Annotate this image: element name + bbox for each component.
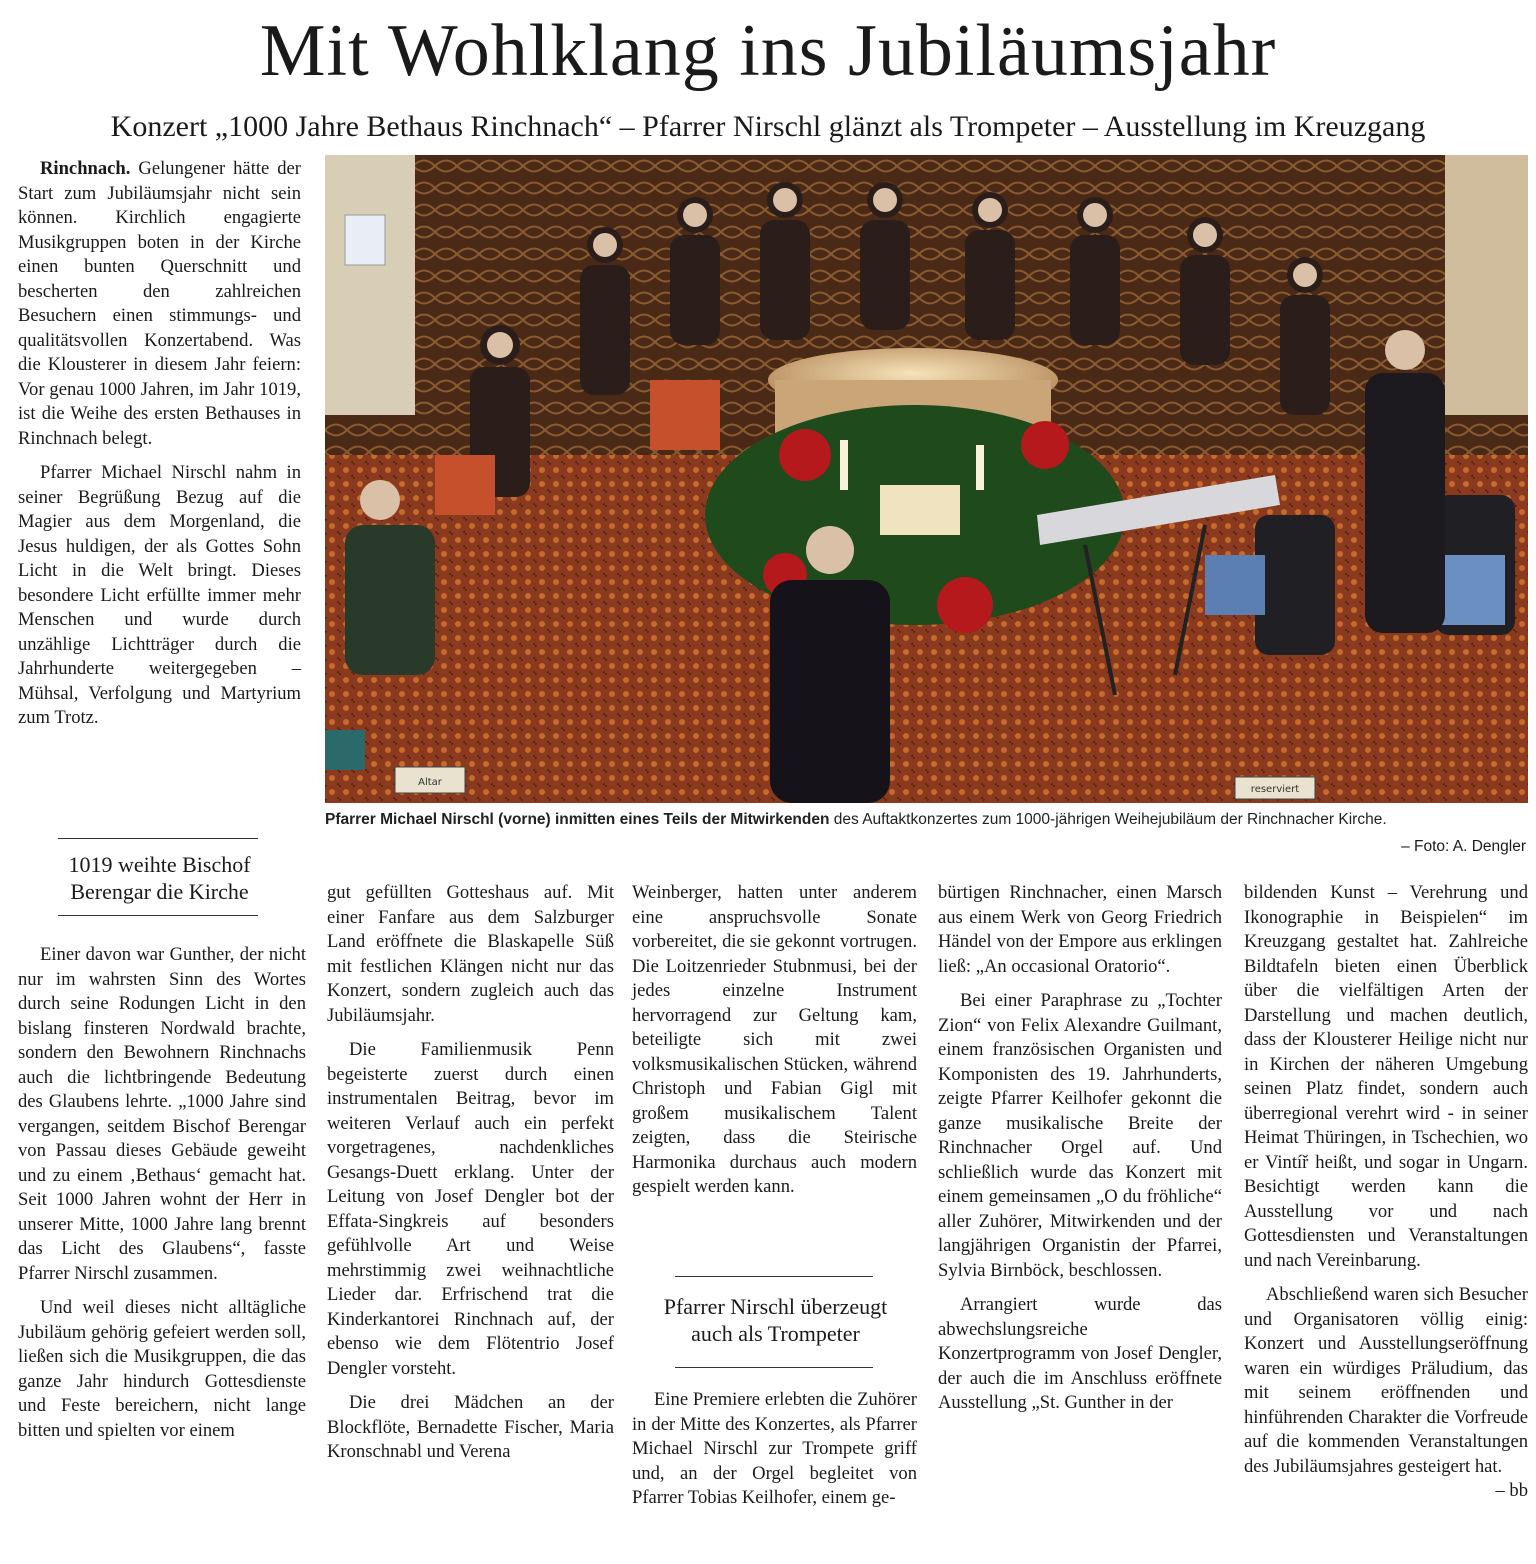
col4-paragraph-3: Arrangiert wurde das abwechslungsreiche Konzertprogramm von Josef Dengler, der auch die im Anschluss eröffnete Ausstellung „St. Gunther in der xyxy=(938,1294,1222,1413)
concert-photo-image xyxy=(325,155,1528,803)
section1-title xyxy=(18,851,301,905)
section2-rule-bottom xyxy=(675,1367,873,1368)
column-3 xyxy=(632,881,917,1200)
col4-paragraph-2: Bei einer Paraphrase zu „Tochter Zion“ von Felix Alexandre Guilmant, einem französischen Organisten und Komponisten des 19. Jahrhunderts, zeigte Pfarrer Keilhofer gekonnt die ganze musikalische Breite der Rinchnacher Orgel auf. Und schließlich wurde das Konzert mit einem gemeinsamen „O du fröhliche“ aller Zuhörer, Mitwirkenden und der langjährigen Organistin der Pfarrei, Sylvia Birnböck, beschlossen. xyxy=(938,990,1222,1281)
author-signature: – bb xyxy=(1495,1480,1528,1501)
caption-rest: des Auftaktkonzertes zum 1000-jährigen Weihejubiläum der Rinchnacher Kirche. xyxy=(829,811,1387,828)
section1-title-line1: 1019 weihte Bischof xyxy=(68,852,251,877)
col2-paragraph-1: gut gefüllten Gotteshaus auf. Mit einer Fanfare aus dem Salzburger Land eröffnete die Blaskapelle Süß mit festlichen Klängen nicht nur das Konzert, sondern zugleich auch das Jubiläumsjahr. xyxy=(327,882,614,1026)
column-3-lower xyxy=(632,1388,917,1511)
col4-paragraph-1: bürtigen Rinchnacher, einen Marsch aus einem Werk von Georg Friedrich Händel von der Empore aus erklingen ließ: „An occasional Oratorio“. xyxy=(938,882,1222,977)
column-4 xyxy=(938,881,1222,1416)
section1-title-line2: Berengar die Kirche xyxy=(70,879,249,904)
section2-title-line2: auch als Trompeter xyxy=(691,1321,860,1346)
section1-paragraph-1: Einer davon war Gunther, der nicht nur im wahrsten Sinn des Wortes durch seine Rodungen Licht in den bislang finsteren Nordwald brachte, sondern den Bewohnern Rinchnachs auch die lichtbringende Bedeutung des Glaubens lehrte. „1000 Jahre sind vergangen, seitdem Bischof Berengar von Passau dieses Gebäude geweiht und zu einem ‚Bethaus‘ gemacht hat. Seit 1000 Jahren wohnt der Herr in unserer Mitte, 1000 Jahre lang brennt das Licht des Glaubens“, fasste Pfarrer Nirschl zusammen. xyxy=(18,944,306,1284)
col2-paragraph-2: Die Familienmusik Penn begeisterte zuerst durch einen instrumentalen Beitrag, bevor im weiteren Verlauf auch ein perfekt vorgetragenes, nachdenkliches Gesangs-Duett erklang. Unter der Leitung von Josef Dengler bot der Effata-Singkreis auf besonders gefühlvolle Art und Weise mehrstimmig zwei weihnachtliche Lieder dar. Erfrischend trat die Kinderkantorei Rinchnach auf, der ebenso wie dem Flötentrio Josef Dengler vorsteht. xyxy=(327,1039,614,1379)
intro-paragraph-1 xyxy=(18,157,301,451)
intro-text-1: Gelungener hätte der Start zum Jubiläumsjahr nicht sein können. Kirchlich engagierte Musikgruppen boten in der Kirche einen bunten Querschnitt und bescherten den zahlreichen Besuchern einen stimmungs- und qualitätsvollen Konzertabend. Was die Klousterer in diesem Jahr feiern: Vor genau 1000 Jahren, im Jahr 1019, ist die Weihe des ersten Bethauses in Rinchnach belegt. xyxy=(18,158,302,449)
sign-reserved: reserviert xyxy=(1250,784,1300,795)
intro-column xyxy=(18,157,301,731)
photo-caption xyxy=(325,809,1528,830)
subhead: Konzert „1000 Jahre Bethaus Rinchnach“ – Pfarrer Nirschl glänzt als Trompeter – Ausstellung im Kreuzgang xyxy=(110,110,1426,143)
caption-bold: Pfarrer Michael Nirschl (vorne) inmitten eines Teils der Mitwirkenden xyxy=(325,811,830,828)
section1-paragraph-2: Und weil dieses nicht alltägliche Jubiläum gehörig gefeiert werden soll, ließen sich die Musikgruppen, die das ganze Jahr hindurch Gottesdienste und Feste bereichern, nicht lange bitten und spielten vor einem xyxy=(18,1297,306,1441)
section1-rule-bottom xyxy=(58,915,258,916)
col3-paragraph-2: Eine Premiere erlebten die Zuhörer in der Mitte des Konzertes, als Pfarrer Michael Nirschl zur Trompete griff und, an der Orgel begleitet von Pfarrer Tobias Keilhofer, einem ge- xyxy=(632,1389,917,1508)
section2-title xyxy=(632,1293,919,1347)
concert-photo xyxy=(325,155,1528,803)
col5-paragraph-1: bildenden Kunst – Verehrung und Ikonographie in Beispielen“ im Kreuzgang gestaltet hat. Zahlreiche Bildtafeln bieten einen Überblick über die vielfältigen Arten der Darstellung und machen deutlich, dass der Klousterer Heilige nicht nur in Kirchen der näheren Umgebung seinen Platz findet, sondern auch überregional verehrt wird - in seiner Heimat Thüringen, in Tschechien, wo er Vintíř heißt, und sogar in Ungarn. Besichtigt werden kann die Ausstellung vor und nach Gottesdiensten und Veranstaltungen und nach Vereinbarung. xyxy=(1244,882,1528,1271)
sign-left: Altar xyxy=(418,777,442,788)
col5-paragraph-2 xyxy=(1244,1283,1528,1501)
intro-paragraph-2: Pfarrer Michael Nirschl nahm in seiner Begrüßung Bezug auf die Magier aus dem Morgenland, die Jesus huldigen, der als Gottes Sohn Licht in die Welt bringt. Dieses besondere Licht erfüllte immer mehr Menschen und wurde durch unzählige Lichtträger durch die Jahrhunderte weitergegeben – Mühsal, Verfolgung und Martyrium zum Trotz. xyxy=(18,462,301,728)
section2-title-line1: Pfarrer Nirschl überzeugt xyxy=(663,1294,888,1319)
dateline: Rinchnach. xyxy=(40,158,131,179)
section1-rule-top xyxy=(58,838,258,839)
column-5 xyxy=(1244,881,1528,1504)
section2-rule-top xyxy=(675,1276,873,1277)
col2-paragraph-3: Die drei Mädchen an der Blockflöte, Bernadette Fischer, Maria Kronschnabl und Verena xyxy=(327,1392,614,1462)
col5-text-2: Abschließend waren sich Besucher und Organisatoren völlig einig: Konzert und Ausstellungseröffnung waren ein würdiges Präludium, das mit seinem eröffnenden und hinführenden Charakter die Vorfreude auf die kommenden Veranstaltungen des Jubiläumsjahres gesteigert hat. xyxy=(1244,1284,1528,1477)
col3-paragraph-1: Weinberger, hatten unter anderem eine anspruchsvolle Sonate vorbereitet, die sie gekonnt vortrugen. Die Loitzenrieder Stubnmusi, bei der jedes einzelne Instrument hervorragend zur Geltung kam, beteiligte sich mit zwei volksmusikalischen Stücken, während Christoph und Fabian Gigl mit großem musikalischem Talent zeigten, dass die Steirische Harmonika durchaus auch modern gespielt werden kann. xyxy=(632,882,917,1197)
headline: Mit Wohlklang ins Jubiläumsjahr xyxy=(259,10,1277,92)
column-1-body xyxy=(18,943,306,1443)
column-2 xyxy=(327,881,614,1465)
photo-credit: – Foto: A. Dengler xyxy=(1401,838,1526,855)
